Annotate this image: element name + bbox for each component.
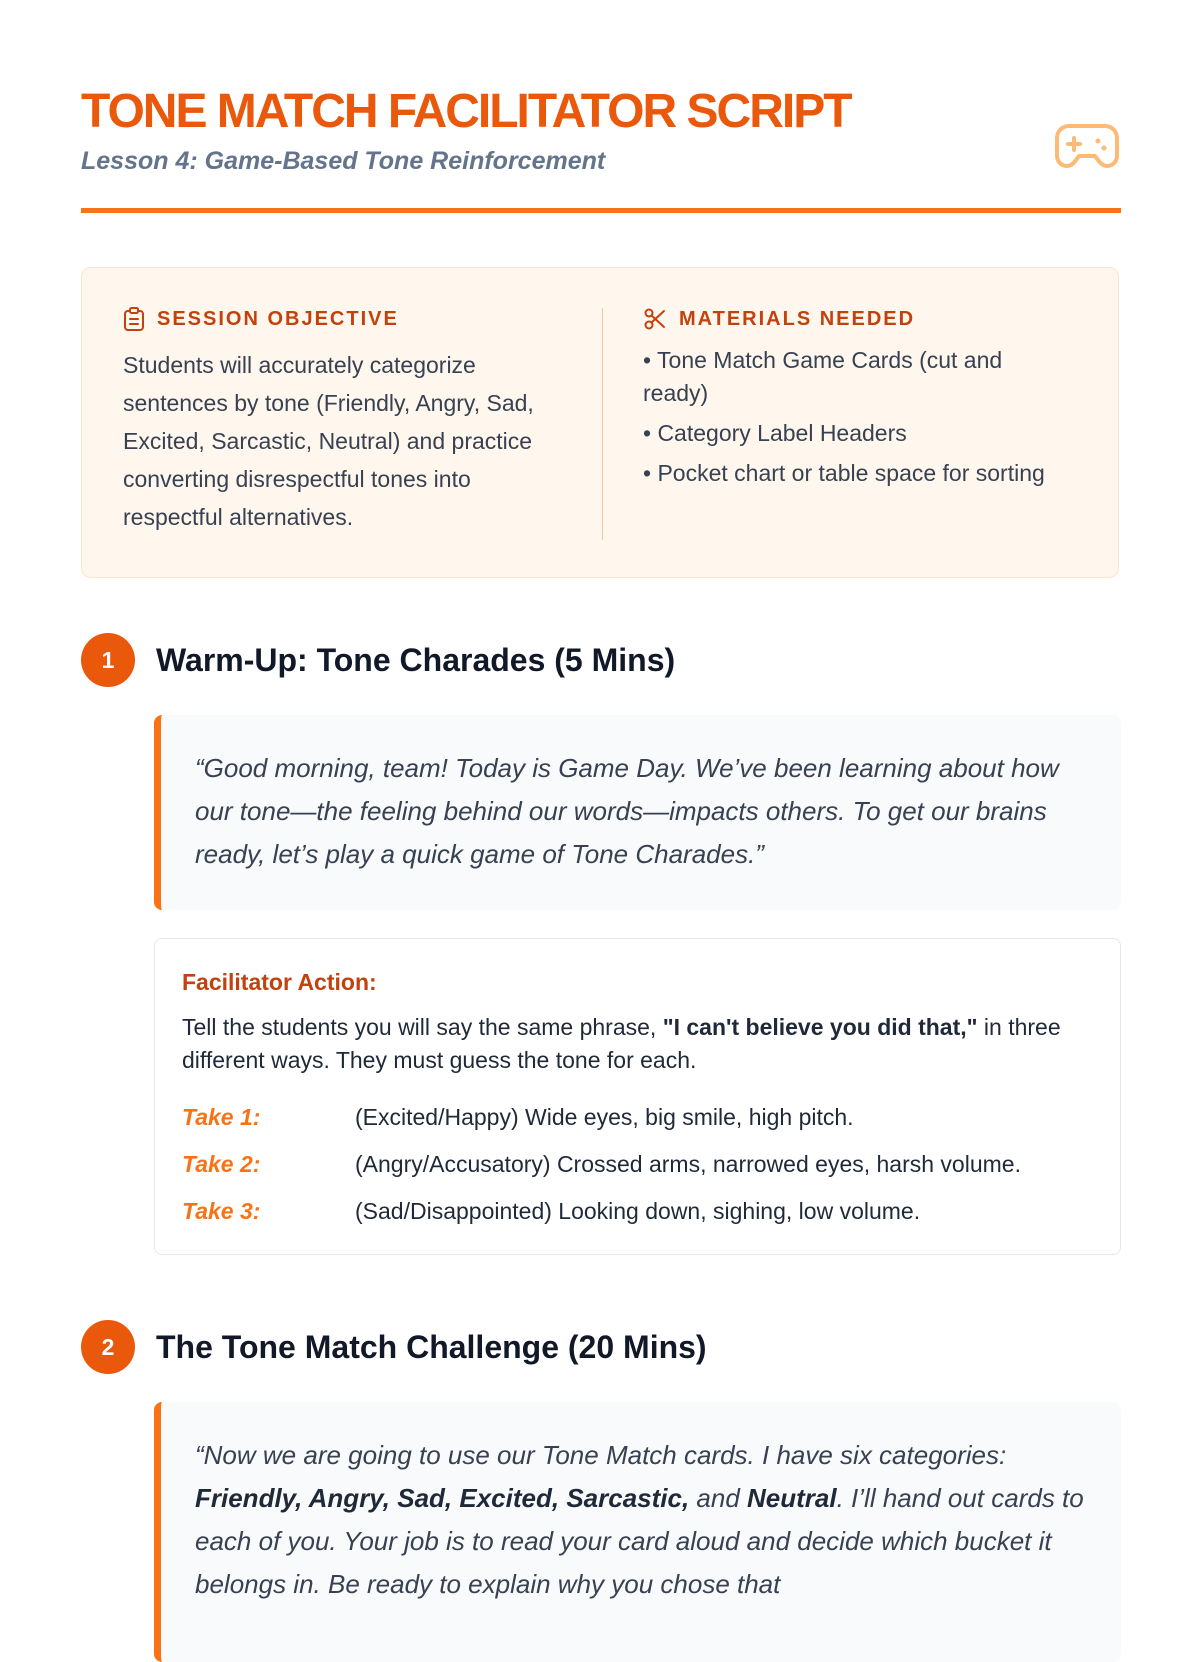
info-box: [81, 267, 1119, 578]
objective-text: Students will accurately categorize sentences by tone (Friendly, Angry, Sad, Excited, Sarcastic, Neutral) and practice converting disrespectful tones into respectful alternatives.: [123, 352, 534, 530]
step-number-badge: 1: [81, 633, 135, 687]
info-divider: [602, 308, 603, 540]
gamepad-icon: [1055, 122, 1119, 170]
materials-heading: MATERIALS NEEDED: [679, 307, 916, 330]
take-description: (Sad/Disappointed) Looking down, sighing, low volume.: [355, 1198, 921, 1224]
objective-panel: [123, 306, 563, 536]
section-1-header: [81, 633, 675, 687]
tone-category-neutral: Neutral: [747, 1483, 837, 1513]
scissors-icon: [643, 307, 667, 331]
page-subtitle: Lesson 4: Game-Based Tone Reinforcement: [81, 147, 606, 175]
take-row: [182, 1188, 1093, 1235]
key-phrase: "I can't believe you did that,": [662, 1014, 978, 1040]
take-row: [182, 1094, 1093, 1141]
list-item: • Category Label Headers: [643, 420, 907, 446]
take-description: (Angry/Accusatory) Crossed arms, narrowed eyes, harsh volume.: [355, 1151, 1021, 1177]
action-label: Facilitator Action:: [182, 969, 377, 995]
materials-list: [643, 344, 1063, 490]
section-title: The Tone Match Challenge (20 Mins): [156, 1328, 707, 1365]
take-label: Take 2:: [182, 1151, 261, 1177]
page-title: TONE MATCH FACILITATOR SCRIPT: [81, 85, 851, 138]
clipboard-icon: [123, 307, 145, 331]
materials-panel: [643, 306, 1063, 497]
section-2-header: [81, 1320, 707, 1374]
take-description: (Excited/Happy) Wide eyes, big smile, high pitch.: [355, 1104, 854, 1130]
list-item: • Tone Match Game Cards (cut and ready): [643, 347, 1003, 406]
script-quote: “Now we are going to use our Tone Match cards. I have six categories: Friendly, Angry, Sad, Excited, Sarcastic, and Neutral. I’ll hand out cards to each of you. Your job is to read your card aloud and decide which bucket it belongs in. Be ready to explain why you chose that: [154, 1402, 1121, 1662]
take-row: [182, 1141, 1093, 1188]
list-item: • Pocket chart or table space for sorting: [643, 460, 1045, 486]
action-text: Tell the students you will say the same phrase, "I can't believe you did that," in three different ways. They must guess the tone for each.: [182, 1014, 1061, 1073]
tone-categories: Friendly, Angry, Sad, Excited, Sarcastic,: [195, 1483, 690, 1513]
section-title: Warm-Up: Tone Charades (5 Mins): [156, 641, 676, 678]
facilitator-action-box: [154, 938, 1121, 1255]
takes-list: [182, 1094, 1093, 1235]
objective-heading: SESSION OBJECTIVE: [157, 307, 399, 330]
take-label: Take 1:: [182, 1104, 261, 1130]
step-number-badge: 2: [81, 1320, 135, 1374]
take-label: Take 3:: [182, 1198, 261, 1224]
script-quote: “Good morning, team! Today is Game Day. We’ve been learning about how our tone—the feeling behind our words—impacts others. To get our brains ready, let’s play a quick game of Tone Charades.”: [154, 715, 1121, 910]
header-divider: [81, 208, 1121, 213]
